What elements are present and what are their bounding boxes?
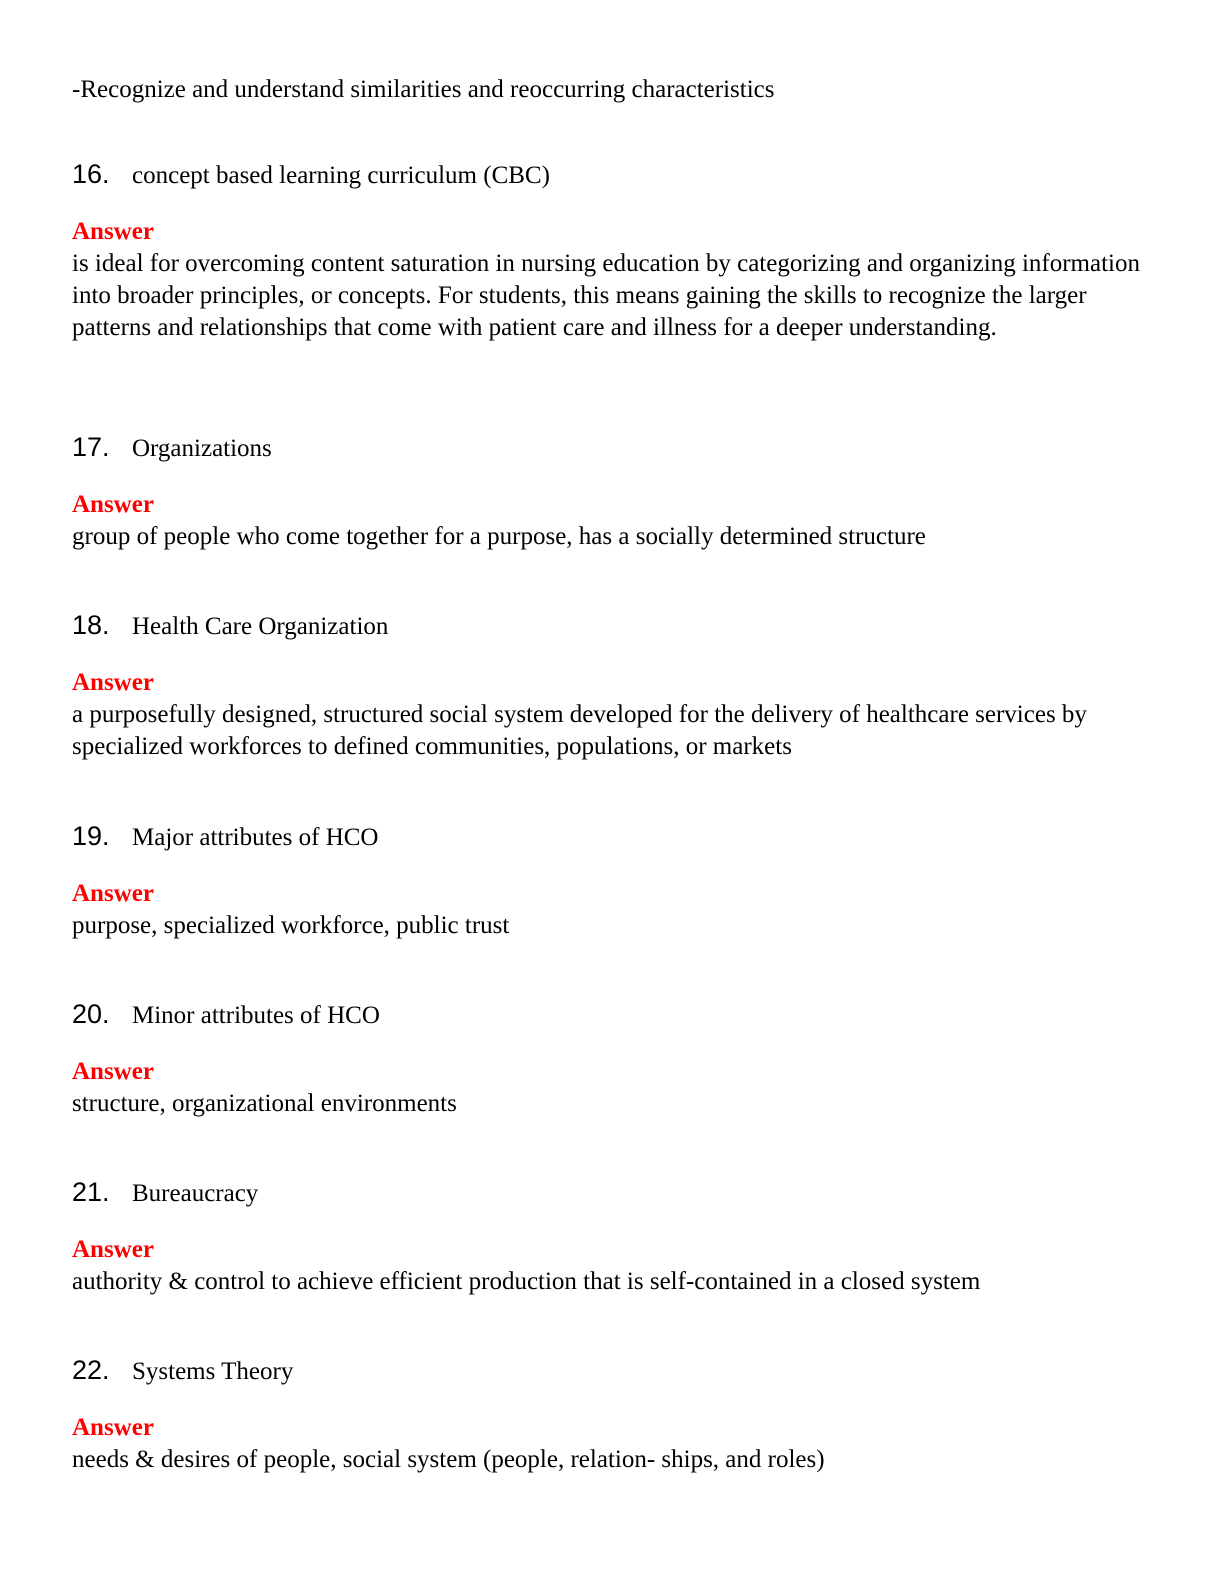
question-number: 18. — [72, 610, 110, 640]
flashcard-item-21 — [72, 1174, 1152, 1298]
question — [72, 818, 1152, 854]
question — [72, 1174, 1152, 1210]
question-text: Bureaucracy — [132, 1180, 259, 1207]
question-text: Health Care Organization — [132, 613, 389, 640]
flashcard-item-17 — [72, 429, 1152, 553]
flashcard-item-22 — [72, 1352, 1152, 1476]
question-number: 20. — [72, 999, 110, 1029]
question-text: Systems Theory — [132, 1358, 294, 1385]
question-text: Major attributes of HCO — [132, 824, 379, 851]
answer-text: needs & desires of people, social system (people, relation- ships, and roles) — [72, 1446, 825, 1473]
answer-text: a purposefully designed, structured social system developed for the delivery of healthcare services by specialized workforces to defined communities, populations, or markets — [72, 701, 1087, 760]
answer-label: Answer — [72, 1236, 154, 1263]
flashcard-item-19 — [72, 818, 1152, 942]
question — [72, 156, 1152, 192]
answer-label: Answer — [72, 1058, 154, 1085]
answer-label: Answer — [72, 880, 154, 907]
answer-label: Answer — [72, 1414, 154, 1441]
answer-text: purpose, specialized workforce, public trust — [72, 912, 510, 939]
question — [72, 996, 1152, 1032]
question-number: 21. — [72, 1177, 110, 1207]
question-number: 22. — [72, 1355, 110, 1385]
answer-label: Answer — [72, 218, 154, 245]
answer-text: authority & control to achieve efficient production that is self-contained in a closed system — [72, 1268, 981, 1295]
question — [72, 429, 1152, 465]
question — [72, 1352, 1152, 1388]
question — [72, 607, 1152, 643]
question-number: 17. — [72, 432, 110, 462]
question-text: concept based learning curriculum (CBC) — [132, 162, 550, 189]
answer-text: is ideal for overcoming content saturation in nursing education by categorizing and organizing information into broader principles, or concepts. For students, this means gaining the skills to recognize the larger patterns and relationships that come with patient care and illness for a deeper understanding. — [72, 250, 1140, 341]
answer-text: structure, organizational environments — [72, 1090, 457, 1117]
question-text: Minor attributes of HCO — [132, 1002, 380, 1029]
question-text: Organizations — [132, 435, 272, 462]
intro-line: -Recognize and understand similarities and reoccurring characteristics — [72, 76, 775, 103]
answer-label: Answer — [72, 491, 154, 518]
question-number: 19. — [72, 821, 110, 851]
question-number: 16. — [72, 159, 110, 189]
flashcard-item-20 — [72, 996, 1152, 1120]
flashcard-item-18 — [72, 607, 1152, 763]
answer-text: group of people who come together for a purpose, has a socially determined structure — [72, 523, 926, 550]
answer-label: Answer — [72, 669, 154, 696]
flashcard-item-16 — [72, 156, 1152, 344]
